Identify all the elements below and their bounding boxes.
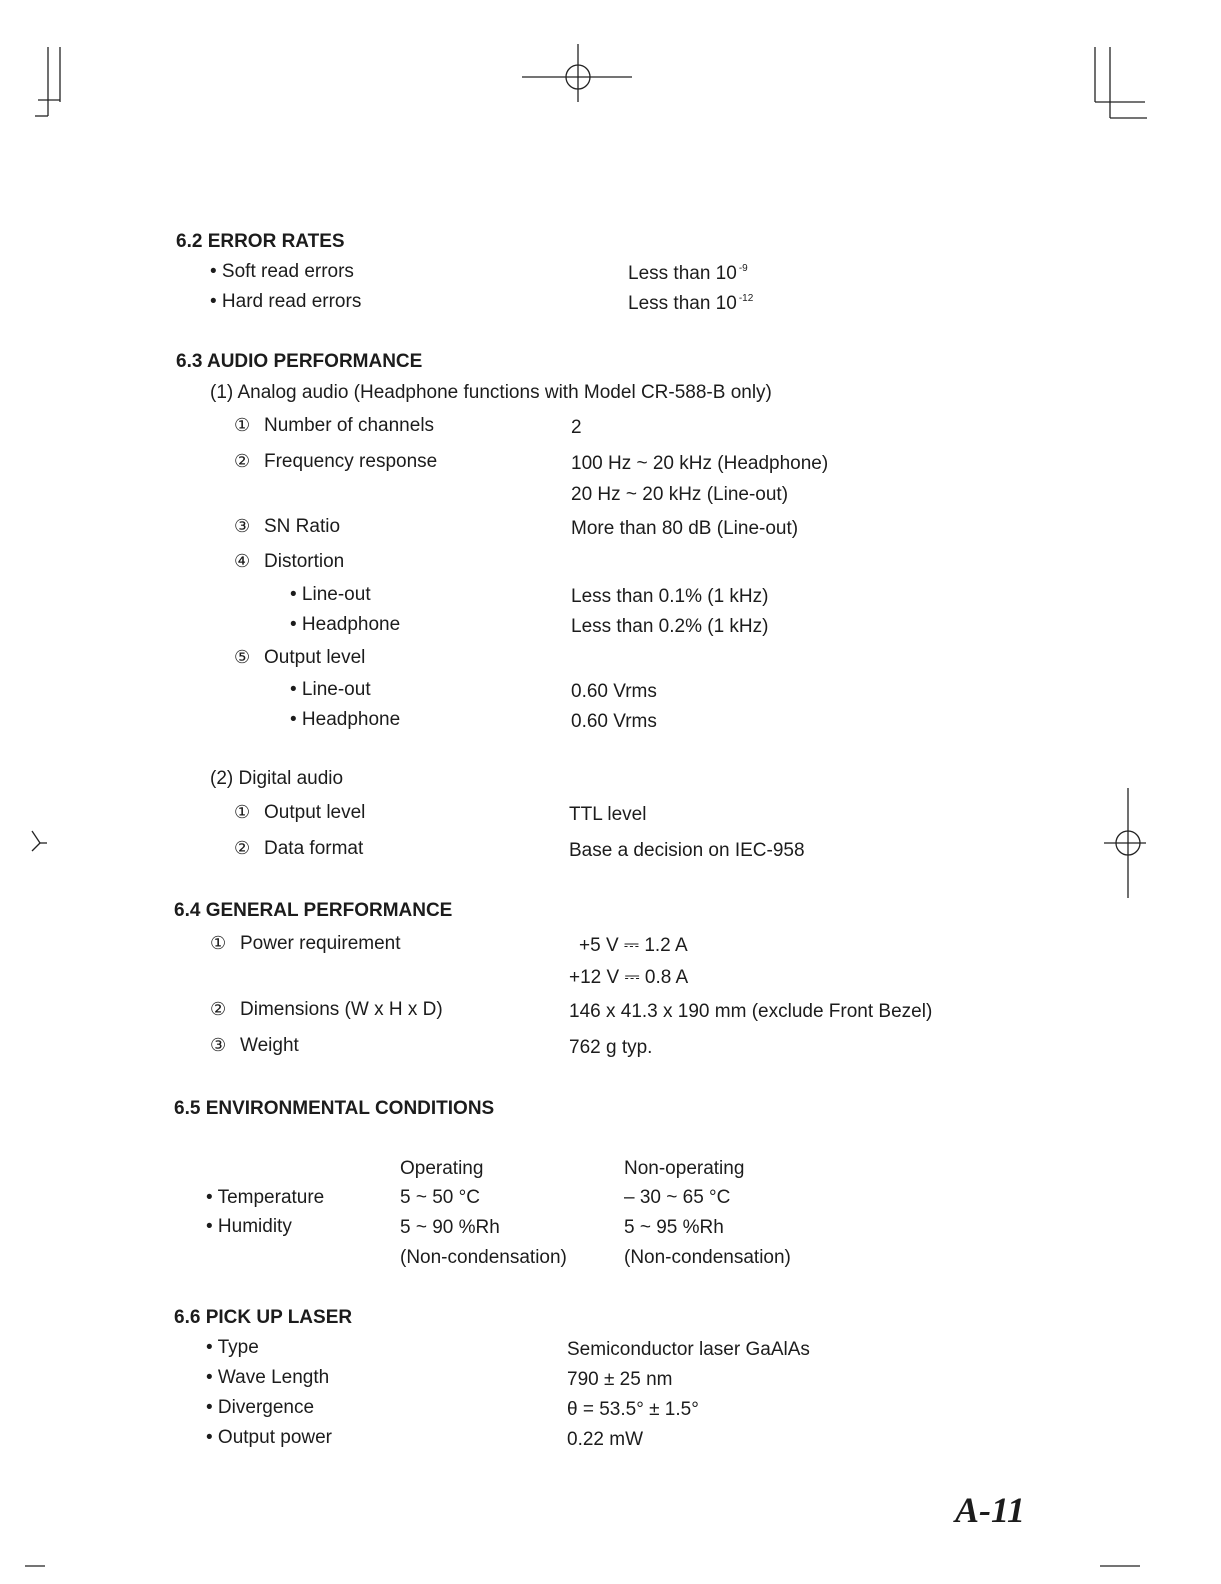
laser-type-label: • Type (206, 1337, 259, 1358)
section-heading-environmental-conditions: 6.5 ENVIRONMENTAL CONDITIONS (174, 1098, 495, 1119)
analog-audio-title: (1) Analog audio (Headphone functions with Model CR-588-B only) (210, 382, 772, 403)
spec-row-number-of-channels: ① Number of channels (234, 415, 435, 436)
data-format-value: Base a decision on IEC-958 (569, 840, 805, 861)
spec-row-power-requirement: ① Power requirement (210, 933, 401, 954)
temperature-label: • Temperature (206, 1187, 325, 1208)
number-of-channels-value: 2 (571, 417, 582, 438)
spec-row-data-format: ② Data format (234, 838, 364, 859)
divergence-label: • Divergence (206, 1397, 315, 1418)
condensation-non-operating-note: (Non-condensation) (624, 1247, 791, 1268)
section-heading-audio-performance: 6.3 AUDIO PERFORMANCE (176, 351, 423, 372)
env-column-non-operating: Non-operating (624, 1158, 745, 1179)
digital-output-level-value: TTL level (569, 804, 647, 825)
temperature-non-operating-value: – 30 ~ 65 °C (624, 1187, 731, 1208)
sn-ratio-value: More than 80 dB (Line-out) (571, 518, 799, 539)
temperature-operating-value: 5 ~ 50 °C (400, 1187, 480, 1208)
distortion-headphone-label: • Headphone (290, 614, 401, 635)
distortion-lineout-value: Less than 0.1% (1 kHz) (571, 586, 769, 607)
dimensions-value: 146 x 41.3 x 190 mm (exclude Front Bezel) (569, 1001, 933, 1022)
hard-read-errors-label: • Hard read errors (210, 291, 362, 312)
spec-row-distortion: ④ Distortion (234, 551, 345, 572)
output-level-lineout-label: • Line-out (290, 679, 371, 700)
output-power-label: • Output power (206, 1427, 332, 1448)
spec-row-weight: ③ Weight (210, 1035, 299, 1056)
wave-length-value: 790 ± 25 nm (567, 1369, 673, 1390)
hard-read-errors-value: Less than 10 $^{-12}$ (628, 293, 754, 314)
divergence-value: θ = 53.5° ± 1.5° (567, 1399, 699, 1420)
digital-audio-title: (2) Digital audio (210, 768, 344, 789)
frequency-response-value-headphone: 100 Hz ~ 20 kHz (Headphone) (571, 453, 829, 474)
spec-row-frequency-response: ② Frequency response (234, 451, 438, 472)
page-number: A-11 (955, 1490, 1026, 1530)
spec-row-digital-output-level: ① Output level (234, 802, 366, 823)
output-level-headphone-label: • Headphone (290, 709, 401, 730)
condensation-operating-note: (Non-condensation) (400, 1247, 567, 1268)
power-requirement-value-5v: +5 V ⎓ 1.2 A (579, 935, 688, 956)
distortion-headphone-value: Less than 0.2% (1 kHz) (571, 616, 769, 637)
distortion-lineout-label: • Line-out (290, 584, 371, 605)
section-heading-error-rates: 6.2 ERROR RATES (176, 231, 345, 252)
laser-type-value: Semiconductor laser GaAlAs (567, 1339, 810, 1360)
crop-mark-line (32, 831, 40, 843)
env-column-operating: Operating (400, 1158, 484, 1179)
frequency-response-value-lineout: 20 Hz ~ 20 kHz (Line-out) (571, 484, 789, 505)
crop-mark-line (32, 843, 40, 851)
humidity-operating-value: 5 ~ 90 %Rh (400, 1217, 500, 1238)
output-level-lineout-value: 0.60 Vrms (571, 681, 657, 702)
soft-read-errors-value: Less than 10 $^{-9}$ (628, 263, 748, 284)
humidity-non-operating-value: 5 ~ 95 %Rh (624, 1217, 724, 1238)
wave-length-label: • Wave Length (206, 1367, 330, 1388)
output-power-value: 0.22 mW (567, 1429, 644, 1450)
section-heading-general-performance: 6.4 GENERAL PERFORMANCE (174, 900, 453, 921)
output-level-headphone-value: 0.60 Vrms (571, 711, 657, 732)
power-requirement-value-12v: +12 V ⎓ 0.8 A (569, 967, 689, 988)
spec-row-sn-ratio: ③ SN Ratio (234, 516, 341, 537)
soft-read-errors-label: • Soft read errors (210, 261, 354, 282)
humidity-label: • Humidity (206, 1216, 292, 1237)
weight-value: 762 g typ. (569, 1037, 653, 1058)
spec-row-dimensions: ② Dimensions (W x H x D) (210, 999, 443, 1020)
spec-row-output-level: ⑤ Output level (234, 647, 366, 668)
section-heading-pick-up-laser: 6.6 PICK UP LASER (174, 1307, 353, 1328)
